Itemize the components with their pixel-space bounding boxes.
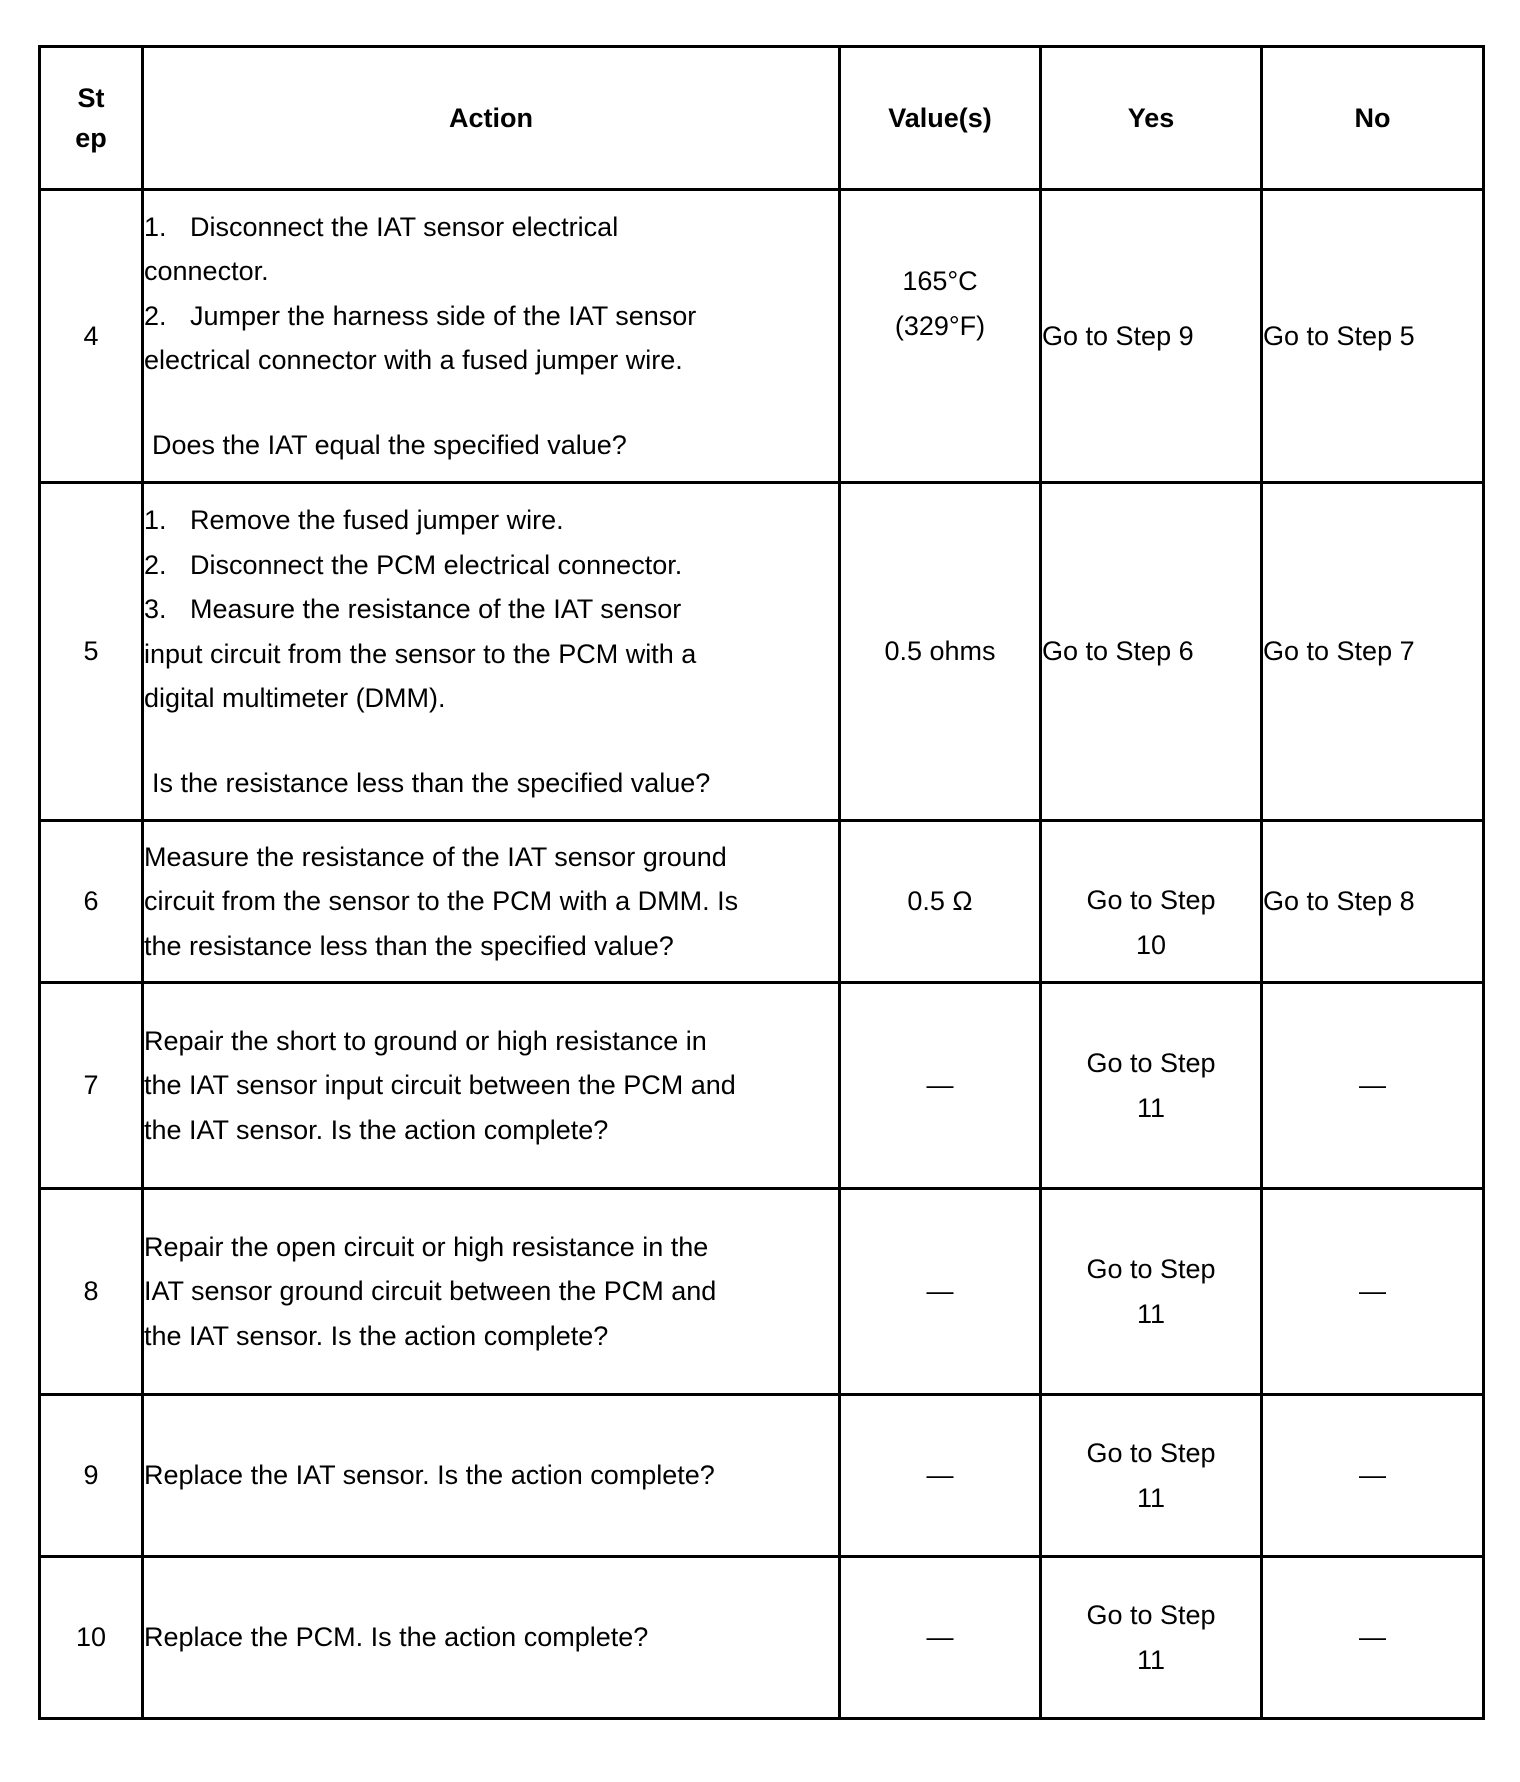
step-number: 6: [40, 821, 143, 983]
table-row-step-4: [40, 190, 1484, 483]
yes-cell: Go to Step 11: [1041, 1189, 1262, 1395]
action-cell: Repair the short to ground or high resistance in the IAT sensor input circuit between the PCM and the IAT sensor. Is the action complete?: [143, 983, 840, 1189]
table-row-step-9: [40, 1395, 1484, 1557]
yes-cell: Go to Step 9: [1041, 190, 1262, 483]
header-no: No: [1262, 47, 1484, 190]
yes-cell: Go to Step 10: [1041, 821, 1262, 983]
no-cell: —: [1262, 1189, 1484, 1395]
diagnostic-procedure-table: [38, 45, 1485, 1720]
value-cell: —: [840, 983, 1041, 1189]
header-yes: Yes: [1041, 47, 1262, 190]
action-cell: 1. Remove the fused jumper wire. 2. Disconnect the PCM electrical connector. 3. Measure the resistance of the IAT sensor input circuit from the sensor to the PCM with a digital multimeter (DMM). Is the resistance less than the specified value?: [143, 483, 840, 821]
yes-cell: Go to Step 11: [1041, 983, 1262, 1189]
no-cell: Go to Step 5: [1262, 190, 1484, 483]
no-cell: Go to Step 8: [1262, 821, 1484, 983]
step-number: 10: [40, 1557, 143, 1719]
action-question: Does the IAT equal the specified value?: [152, 429, 627, 460]
step-number: 8: [40, 1189, 143, 1395]
table-row-step-10: [40, 1557, 1484, 1719]
action-item: 1. Disconnect the IAT sensor electrical: [144, 211, 619, 242]
action-item: 2. Jumper the harness side of the IAT sensor: [144, 300, 697, 331]
no-cell: Go to Step 7: [1262, 483, 1484, 821]
step-number: 9: [40, 1395, 143, 1557]
yes-cell: Go to Step 11: [1041, 1395, 1262, 1557]
header-step: St ep: [40, 47, 143, 190]
header-values: Value(s): [840, 47, 1041, 190]
value-cell: —: [840, 1395, 1041, 1557]
action-cell: Repair the open circuit or high resistance in the IAT sensor ground circuit between the PCM and the IAT sensor. Is the action complete?: [143, 1189, 840, 1395]
step-number: 7: [40, 983, 143, 1189]
value-cell: 0.5 ohms: [840, 483, 1041, 821]
yes-cell: Go to Step 6: [1041, 483, 1262, 821]
no-cell: —: [1262, 1395, 1484, 1557]
value-cell: 0.5 Ω: [840, 821, 1041, 983]
action-question: Is the resistance less than the specified value?: [152, 767, 711, 798]
action-cell: 1. Disconnect the IAT sensor electrical connector. 2. Jumper the harness side of the IAT sensor electrical connector with a fused jumper wire. Does the IAT equal the specified value?: [143, 190, 840, 483]
step-number: 5: [40, 483, 143, 821]
step-number: 4: [40, 190, 143, 483]
no-cell: —: [1262, 1557, 1484, 1719]
value-cell: —: [840, 1557, 1041, 1719]
action-cell: Replace the IAT sensor. Is the action complete?: [143, 1395, 840, 1557]
action-cell: Measure the resistance of the IAT sensor ground circuit from the sensor to the PCM with a DMM. Is the resistance less than the specified value?: [143, 821, 840, 983]
table-row-step-7: [40, 983, 1484, 1189]
header-row: [40, 47, 1484, 190]
table-row-step-8: [40, 1189, 1484, 1395]
table-row-step-6: [40, 821, 1484, 983]
value-cell: —: [840, 1189, 1041, 1395]
header-action: Action: [143, 47, 840, 190]
table-row-step-5: [40, 483, 1484, 821]
no-cell: —: [1262, 983, 1484, 1189]
yes-cell: Go to Step 11: [1041, 1557, 1262, 1719]
action-cell: Replace the PCM. Is the action complete?: [143, 1557, 840, 1719]
value-cell: 165°C (329°F): [840, 190, 1041, 483]
